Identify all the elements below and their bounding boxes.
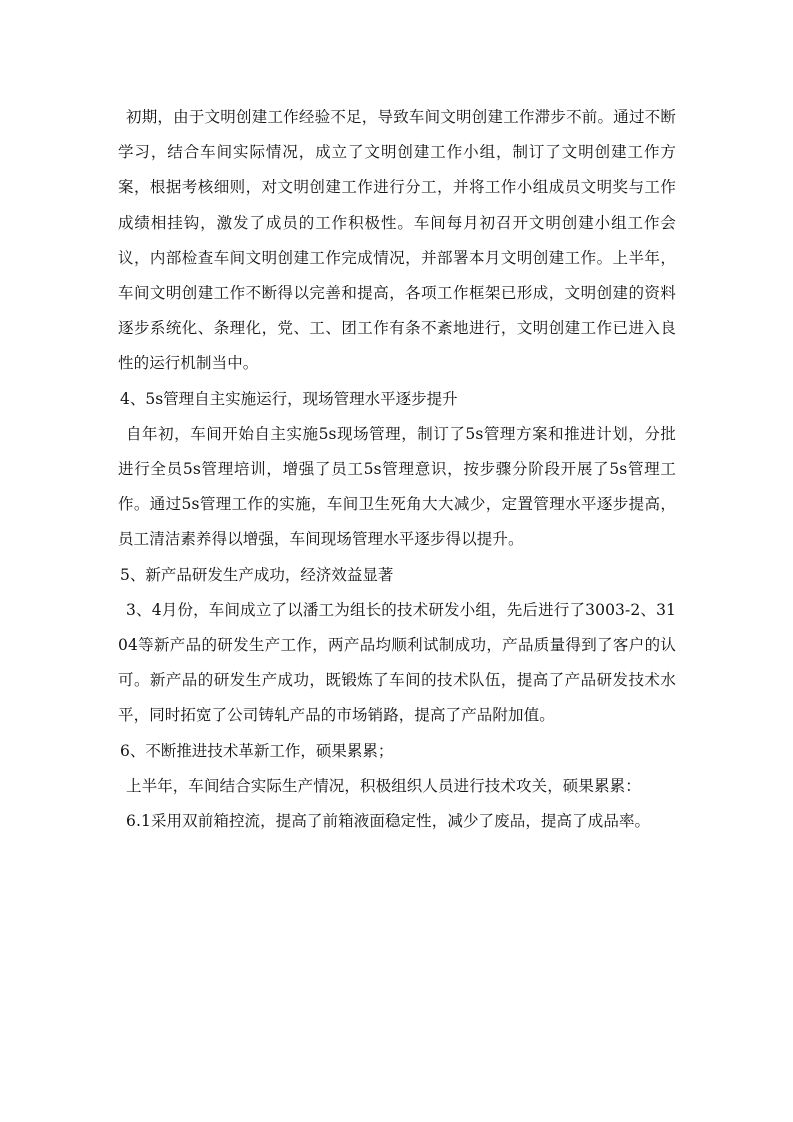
document-body <box>118 100 676 839</box>
paragraph-tech-innovation: 上半年，车间结合实际生产情况，积极组织人员进行技术攻关，硕果累累： <box>126 776 641 795</box>
section-heading-new-product: 5、新产品研发生产成功，经济效益显著 <box>120 565 394 584</box>
paragraph-new-product: 3、4月份，车间成立了以潘工为组长的技术研发小组，先后进行了3003-2、3104等新产品的研发生产工作，两产品均顺利试制成功，产品质量得到了客户的认可。新产品的研发生产成功，既锻炼了车间的技术队伍，提高了产品研发技术水平，同时拓宽了公司铸轧产品的市场销路，提高了产品附加值。 <box>118 600 676 725</box>
section-heading-tech-innovation: 6、不断推进技术革新工作，硕果累累； <box>120 741 394 760</box>
paragraph-5s: 自年初，车间开始自主实施5s现场管理，制订了5s管理方案和推进计划，分批进行全员5s管理培训，增强了员工5s管理意识，按步骤分阶段开展了5s管理工作。通过5s管理工作的实施，车间卫生死角大大减少，定置管理水平逐步提高，员工清洁素养得以增强，车间现场管理水平逐步得以提升。 <box>118 424 676 549</box>
section-heading-5s: 4、5s管理自主实施运行，现场管理水平逐步提升 <box>120 389 458 408</box>
paragraph-item-6-1: 6.1采用双前箱控流，提高了前箱液面稳定性，减少了废品，提高了成品率。 <box>126 812 651 831</box>
paragraph-civilization-intro: 初期，由于文明创建工作经验不足，导致车间文明创建工作滞步不前。通过不断学习，结合车间实际情况，成立了文明创建工作小组，制订了文明创建工作方案，根据考核细则，对文明创建工作进行分工，并将工作小组成员文明奖与工作成绩相挂钩，激发了成员的工作积极性。车间每月初召开文明创建小组工作会议，内部检查车间文明创建工作完成情况，并部署本月文明创建工作。上半年，车间文明创建工作不断得以完善和提高，各项工作框架已形成，文明创建的资料逐步系统化、条理化，党、工、团工作有条不紊地进行，文明创建工作已进入良性的运行机制当中。 <box>118 108 676 373</box>
